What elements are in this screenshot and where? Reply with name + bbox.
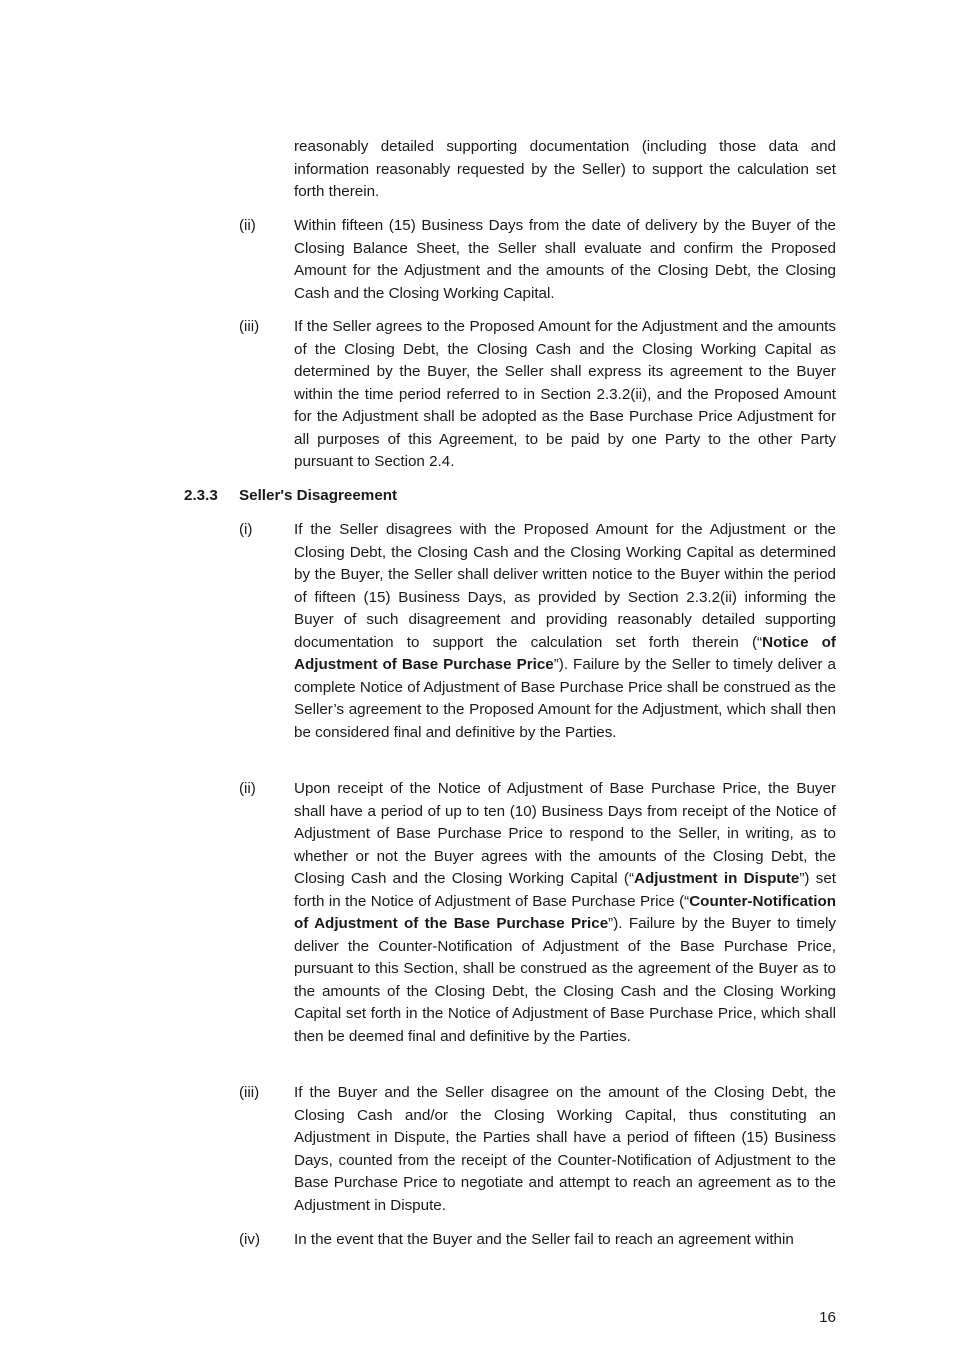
section-title: Seller's Disagreement bbox=[239, 487, 398, 504]
text-run: ”). Failure by the Buyer to timely deliver the Counter-Notification of Adjustment of the Base Purchase Price, pursuant to this Section, shall be construed as the agreement of the Buyer as to the amounts of the Closing Debt, the Closing Cash and the Closing Working Capital set forth in the Notice of Adjustment of Base Purchase Price, which shall then be deemed final and definitive by the Parties. bbox=[294, 915, 836, 1045]
section-number: 2.3.3 bbox=[184, 487, 218, 504]
item-marker: (iii) bbox=[239, 318, 260, 335]
item-marker: (i) bbox=[239, 521, 253, 538]
item-paragraph: If the Seller agrees to the Proposed Amount for the Adjustment and the amounts of the Closing Debt, the Closing Cash and the Closing Working Capital as determined by the Buyer, the Seller shall express its agreement to the Buyer within the time period referred to in Section 2.3.2(ii), and the Proposed Amount for the Adjustment shall be adopted as the Base Purchase Price Adjustment for all purposes of this Agreement, to be paid by one Party to the other Party pursuant to Section 2.4. bbox=[294, 318, 836, 470]
defined-term: Notice of Adjustment of Base Purchase Price bbox=[294, 633, 836, 673]
text-run: If the Seller disagrees with the Proposed Amount for the Adjustment or the Closing Debt, the Closing Cash and the Closing Working Capital as determined by the Buyer, the Seller shall deliver written notice to the Buyer within the period of fifteen (15) Business Days, as provided by Section 2.3.2(ii) informing the Buyer of such disagreement and providing reasonably detailed supporting documentation to support the calculation set forth therein (“ bbox=[294, 521, 836, 651]
item-paragraph bbox=[294, 519, 836, 744]
item-marker: (ii) bbox=[239, 780, 256, 797]
page-number: 16 bbox=[819, 1309, 836, 1326]
text-run: ”). Failure by the Seller to timely deliver a complete Notice of Adjustment of Base Purchase Price shall be construed as the Seller’s agreement to the Proposed Amount for the Adjustment, which shall then be considered final and definitive by the Parties. bbox=[294, 656, 836, 741]
item-paragraph bbox=[294, 778, 836, 1048]
defined-term: Counter-Notification of Adjustment of the Base Purchase Price bbox=[294, 892, 836, 932]
text-run: ”) set forth in the Notice of Adjustment of Base Purchase Price (“ bbox=[294, 870, 836, 910]
defined-term: Adjustment in Dispute bbox=[634, 870, 800, 887]
item-marker: (ii) bbox=[239, 217, 256, 234]
item-marker: (iv) bbox=[239, 1231, 261, 1248]
item-paragraph: If the Buyer and the Seller disagree on the amount of the Closing Debt, the Closing Cash and/or the Closing Working Capital, thus constituting an Adjustment in Dispute, the Parties shall have a period of fifteen (15) Business Days, counted from the receipt of the Counter-Notification of Adjustment to the Base Purchase Price to negotiate and attempt to reach an agreement as to the Adjustment in Dispute. bbox=[294, 1084, 836, 1214]
item-paragraph: Within fifteen (15) Business Days from the date of delivery by the Buyer of the Closing Balance Sheet, the Seller shall evaluate and confirm the Proposed Amount for the Adjustment and the amounts of the Closing Debt, the Closing Cash and the Closing Working Capital. bbox=[294, 217, 836, 302]
item-paragraph: In the event that the Buyer and the Seller fail to reach an agreement within bbox=[294, 1231, 794, 1248]
item-marker: (iii) bbox=[239, 1084, 260, 1101]
intro-paragraph: reasonably detailed supporting documentation (including those data and information reasonably requested by the Seller) to support the calculation set forth therein. bbox=[294, 138, 836, 200]
text-run: Upon receipt of the Notice of Adjustment of Base Purchase Price, the Buyer shall have a period of up to ten (10) Business Days from receipt of the Notice of Adjustment of Base Purchase Price to respond to the Seller, in writing, as to whether or not the Buyer agrees with the amounts of the Closing Debt, the Closing Cash and the Closing Working Capital (“ bbox=[294, 780, 836, 887]
